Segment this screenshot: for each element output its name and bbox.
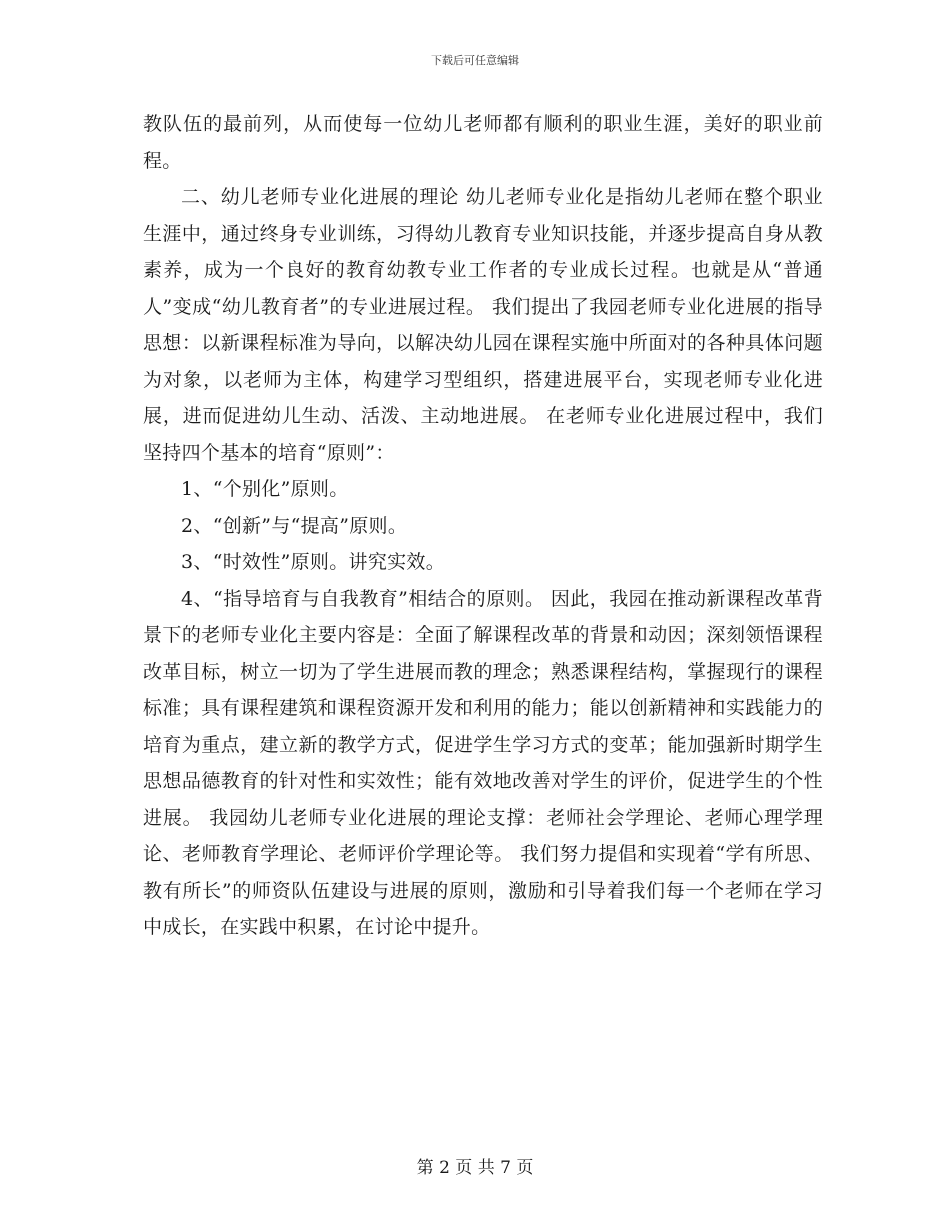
paragraph-theory: 二、幼儿老师专业化进展的理论 幼儿老师专业化是指幼儿老师在整个职业生涯中，通过终身专业训练，习得幼儿教育专业知识技能，并逐步提高自身从教素养，成为一个良好的教育幼教专业工作者的专业成长过程。也就是从“普通人”变成“幼儿教育者”的专业进展过程。 我们提出了我园老师专业化进展的指导思想：以新课程标准为导向，以解决幼儿园在课程实施中所面对的各种具体问题为对象，以老师为主体，构建学习型组织，搭建进展平台，实现老师专业化进展，进而促进幼儿生动、活泼、主动地进展。 在老师专业化进展过程中，我们坚持四个基本的培育“原则”： — [143, 186, 823, 464]
principle-item-1: 1、“个别化”原则。 — [181, 478, 349, 500]
paragraph-continuation: 教队伍的最前列，从而使每一位幼儿老师都有顺利的职业生涯，美好的职业前程。 — [143, 113, 823, 172]
principle-item-3: 3、“时效性”原则。讲究实效。 — [181, 551, 446, 573]
principle-item-2: 2、“创新”与“提高”原则。 — [181, 514, 408, 537]
page-header: 下载后可任意编辑 — [431, 54, 519, 67]
document-body — [143, 106, 823, 946]
page-footer: 第 2 页 共 7 页 — [416, 1158, 534, 1178]
principle-item-4: 4、“指导培育与自我教育”相结合的原则。 因此，我园在推动新课程改革背景下的老师专业化主要内容是：全面了解课程改革的背景和动因；深刻领悟课程改革目标，树立一切为了学生进展而教的理念；熟悉课程结构，掌握现行的课程标准；具有课程建筑和课程资源开发和利用的能力；能以创新精神和实践能力的培育为重点，建立新的教学方式，促进学生学习方式的变革；能加强新时期学生思想品德教育的针对性和实效性；能有效地改善对学生的评价，促进学生的个性进展。 我园幼儿老师专业化进展的理论支撑：老师社会学理论、老师心理学理论、老师教育学理论、老师评价学理论等。 我们努力提倡和实现着“学有所思、教有所长”的师资队伍建设与进展的原则，激励和引导着我们每一个老师在学习中成长，在实践中积累，在讨论中提升。 — [143, 587, 823, 938]
